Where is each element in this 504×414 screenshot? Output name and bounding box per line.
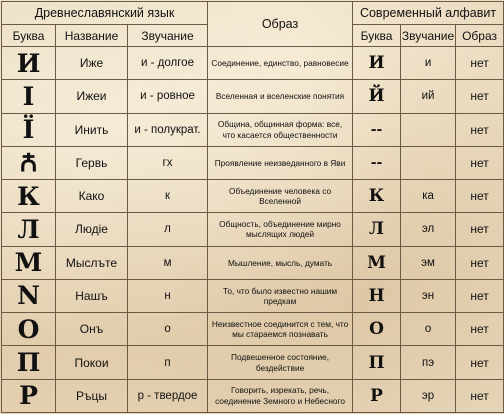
old-letter-cell: О — [2, 313, 56, 346]
letter-name-cell: Ръцы — [56, 379, 128, 412]
sound-column-header: Звучание — [128, 25, 208, 47]
letter-name-cell: Ижеи — [56, 80, 128, 113]
table-row — [2, 313, 504, 346]
sound-cell: м — [128, 246, 208, 279]
letter-name-cell: Иже — [56, 47, 128, 80]
table-row — [2, 379, 504, 412]
letter-name-cell: Инить — [56, 113, 128, 146]
modern-image-cell: нет — [456, 146, 504, 179]
modern-image-cell: нет — [456, 246, 504, 279]
image-meaning-cell: То, что было известно нашим предкам — [208, 279, 353, 312]
sound-cell: и - долгое — [128, 47, 208, 80]
sound-cell: гх — [128, 146, 208, 179]
modern-letter-cell: О — [353, 313, 401, 346]
modern-letter-cell: Л — [353, 213, 401, 246]
modern-image-cell: нет — [456, 346, 504, 379]
sound-cell: н — [128, 279, 208, 312]
old-letter-cell: И — [2, 47, 56, 80]
modern-image-cell: нет — [456, 113, 504, 146]
old-letter-cell: N — [2, 279, 56, 312]
old-letter-cell: І — [2, 80, 56, 113]
modern-letter-cell: И — [353, 47, 401, 80]
letter-name-cell: Людіе — [56, 213, 128, 246]
letter-name-cell: Како — [56, 180, 128, 213]
image-meaning-cell: Проявление неизведанного в Яви — [208, 146, 353, 179]
modern-sound-cell: эм — [401, 246, 456, 279]
image-header: Образ — [208, 2, 353, 47]
modern-sound-cell: эл — [401, 213, 456, 246]
letter-name-cell: Покои — [56, 346, 128, 379]
image-meaning-cell: Вселенная и вселенские понятия — [208, 80, 353, 113]
table-row — [2, 246, 504, 279]
modern-image-cell: нет — [456, 213, 504, 246]
old-letter-cell: М — [2, 246, 56, 279]
old-letter-cell: Ї — [2, 113, 56, 146]
old-letter-cell: П — [2, 346, 56, 379]
modern-letter-cell: Н — [353, 279, 401, 312]
image-meaning-cell: Подвешенное состояние, бездействие — [208, 346, 353, 379]
modern-letter-cell: Й — [353, 80, 401, 113]
modern-image-cell: нет — [456, 313, 504, 346]
letter-column-header: Буква — [2, 25, 56, 47]
modern-sound-cell: эн — [401, 279, 456, 312]
sound-cell: п — [128, 346, 208, 379]
modern-sound-cell: и — [401, 47, 456, 80]
table-row — [2, 47, 504, 80]
modern-letter-cell: -- — [353, 113, 401, 146]
letter-name-cell: Гервь — [56, 146, 128, 179]
modern-sound-cell: о — [401, 313, 456, 346]
sound-cell: о — [128, 313, 208, 346]
modern-sound-cell: ка — [401, 180, 456, 213]
image-meaning-cell: Объединение человека со Вселенной — [208, 180, 353, 213]
modern-sound-cell — [401, 146, 456, 179]
table-row — [2, 213, 504, 246]
modern-sound-cell: пэ — [401, 346, 456, 379]
old-letter-cell: Ꙉ — [2, 146, 56, 179]
modern-image-cell: нет — [456, 379, 504, 412]
alphabet-rows — [2, 47, 504, 413]
image-meaning-cell: Соединение, единство, равновесие — [208, 47, 353, 80]
image-meaning-cell: Мышление, мысль, думать — [208, 246, 353, 279]
modern-sound-cell: ий — [401, 80, 456, 113]
modern-letter-cell: Р — [353, 379, 401, 412]
old-slavonic-header: Древнеславянский язык — [2, 2, 208, 25]
table-row — [2, 279, 504, 312]
table-row — [2, 80, 504, 113]
modern-sound-cell: эр — [401, 379, 456, 412]
table-row — [2, 146, 504, 179]
modern-image-cell: нет — [456, 180, 504, 213]
modern-letter-cell: М — [353, 246, 401, 279]
table-row — [2, 346, 504, 379]
sound-cell: л — [128, 213, 208, 246]
modern-image-cell: нет — [456, 80, 504, 113]
modern-letter-cell: П — [353, 346, 401, 379]
old-letter-cell: Л — [2, 213, 56, 246]
modern-image-column-header: Образ — [456, 25, 504, 47]
image-meaning-cell: Община, общинная форма: все, что касается общественности — [208, 113, 353, 146]
modern-sound-column-header: Звучание — [401, 25, 456, 47]
sound-cell: и - полукрат. — [128, 113, 208, 146]
table-row — [2, 113, 504, 146]
modern-letter-column-header: Буква — [353, 25, 401, 47]
sound-cell: и - ровное — [128, 80, 208, 113]
image-meaning-cell: Говорить, изрекать, речь, соединение Земного и Небесного — [208, 379, 353, 412]
modern-letter-cell: -- — [353, 146, 401, 179]
modern-image-cell: нет — [456, 279, 504, 312]
modern-sound-cell — [401, 113, 456, 146]
modern-image-cell: нет — [456, 47, 504, 80]
sound-cell: р - твердое — [128, 379, 208, 412]
modern-letter-cell: К — [353, 180, 401, 213]
alphabet-table — [1, 1, 504, 413]
letter-name-cell: Мыслъте — [56, 246, 128, 279]
sound-cell: к — [128, 180, 208, 213]
image-meaning-cell: Общность, объединение мирно мыслящих людей — [208, 213, 353, 246]
image-meaning-cell: Неизвестное соединится с тем, что мы стараемся познавать — [208, 313, 353, 346]
table-row — [2, 180, 504, 213]
old-letter-cell: К — [2, 180, 56, 213]
letter-name-cell: Онъ — [56, 313, 128, 346]
old-letter-cell: Р — [2, 379, 56, 412]
name-column-header: Название — [56, 25, 128, 47]
letter-name-cell: Нашъ — [56, 279, 128, 312]
modern-alphabet-header: Современный алфавит — [353, 2, 504, 25]
